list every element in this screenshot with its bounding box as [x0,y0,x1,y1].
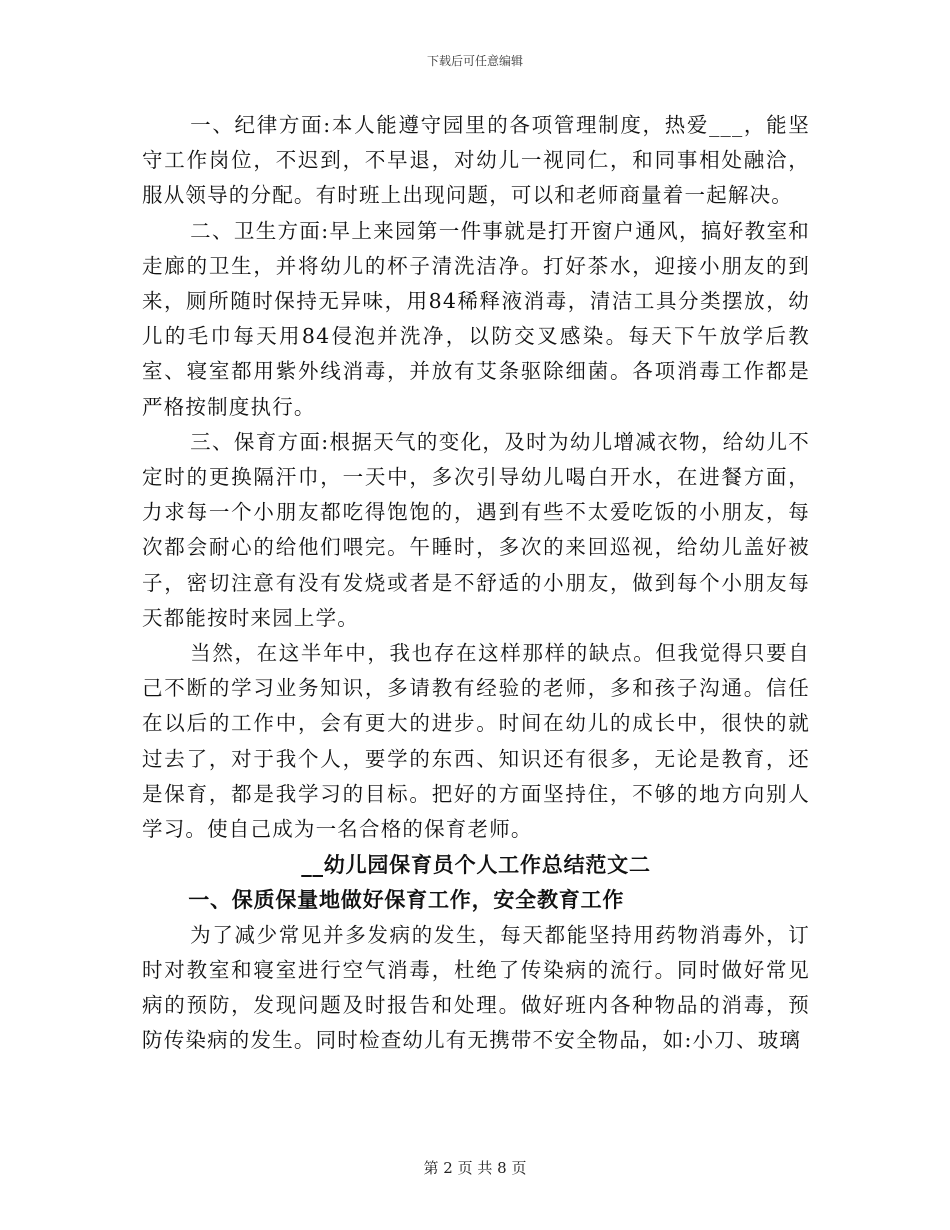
page-footer: 第 2 页 共 8 页 [423,1159,527,1177]
paragraph-reflection: 当然，在这半年中，我也存在这样那样的缺点。但我觉得只要自己不断的学习业务知识，多请教有经验的老师，多和孩子沟通。信任在以后的工作中，会有更大的进步。时间在幼儿的成长中，很快的就过去了，对于我个人，要学的东西、知识还有很多，无论是教育，还是保育，都是我学习的目标。把好的方面坚持住，不够的地方向别人学习。使自己成为一名合格的保育老师。 [142,641,810,842]
page-header: 下载后可任意编辑 [426,54,523,68]
section-title: __幼儿园保育员个人工作总结范文二 [301,852,651,878]
paragraph-hygiene: 二、卫生方面:早上来园第一件事就是打开窗户通风，搞好教室和走廊的卫生，并将幼儿的杯子清洗洁净。打好茶水，迎接小朋友的到来，厕所随时保持无异味，用84稀释液消毒，清洁工具分类摆放，幼儿的毛巾每天用84侵泡并洗净，以防交叉感染。每天下午放学后教室、寝室都用紫外线消毒，并放有艾条驱除细菌。各项消毒工作都是严格按制度执行。 [142,218,810,419]
document-body [142,108,810,1058]
paragraph-care: 三、保育方面:根据天气的变化，及时为幼儿增减衣物，给幼儿不定时的更换隔汗巾，一天中，多次引导幼儿喝白开水，在进餐方面，力求每一个小朋友都吃得饱饱的，遇到有些不太爱吃饭的小朋友，每次都会耐心的给他们喂完。午睡时，多次的来回巡视，给幼儿盖好被子，密切注意有没有发烧或者是不舒适的小朋友，做到每个小朋友每天都能按时来园上学。 [142,429,810,630]
paragraph-discipline: 一、纪律方面:本人能遵守园里的各项管理制度，热爱___，能坚守工作岗位，不迟到，不早退，对幼儿一视同仁，和同事相处融洽，服从领导的分配。有时班上出现问题，可以和老师商量着一起解决。 [142,113,810,208]
paragraph-disease-prevention: 为了减少常见并多发病的发生，每天都能坚持用药物消毒外，订时对教室和寝室进行空气消毒，杜绝了传染病的流行。同时做好常见病的预防，发现问题及时报告和处理。做好班内各种物品的消毒，预防传染病的发生。同时检查幼儿有无携带不安全物品，如:小刀、玻璃 [142,922,810,1053]
section-subheading: 一、保质保量地做好保育工作，安全教育工作 [188,887,625,913]
